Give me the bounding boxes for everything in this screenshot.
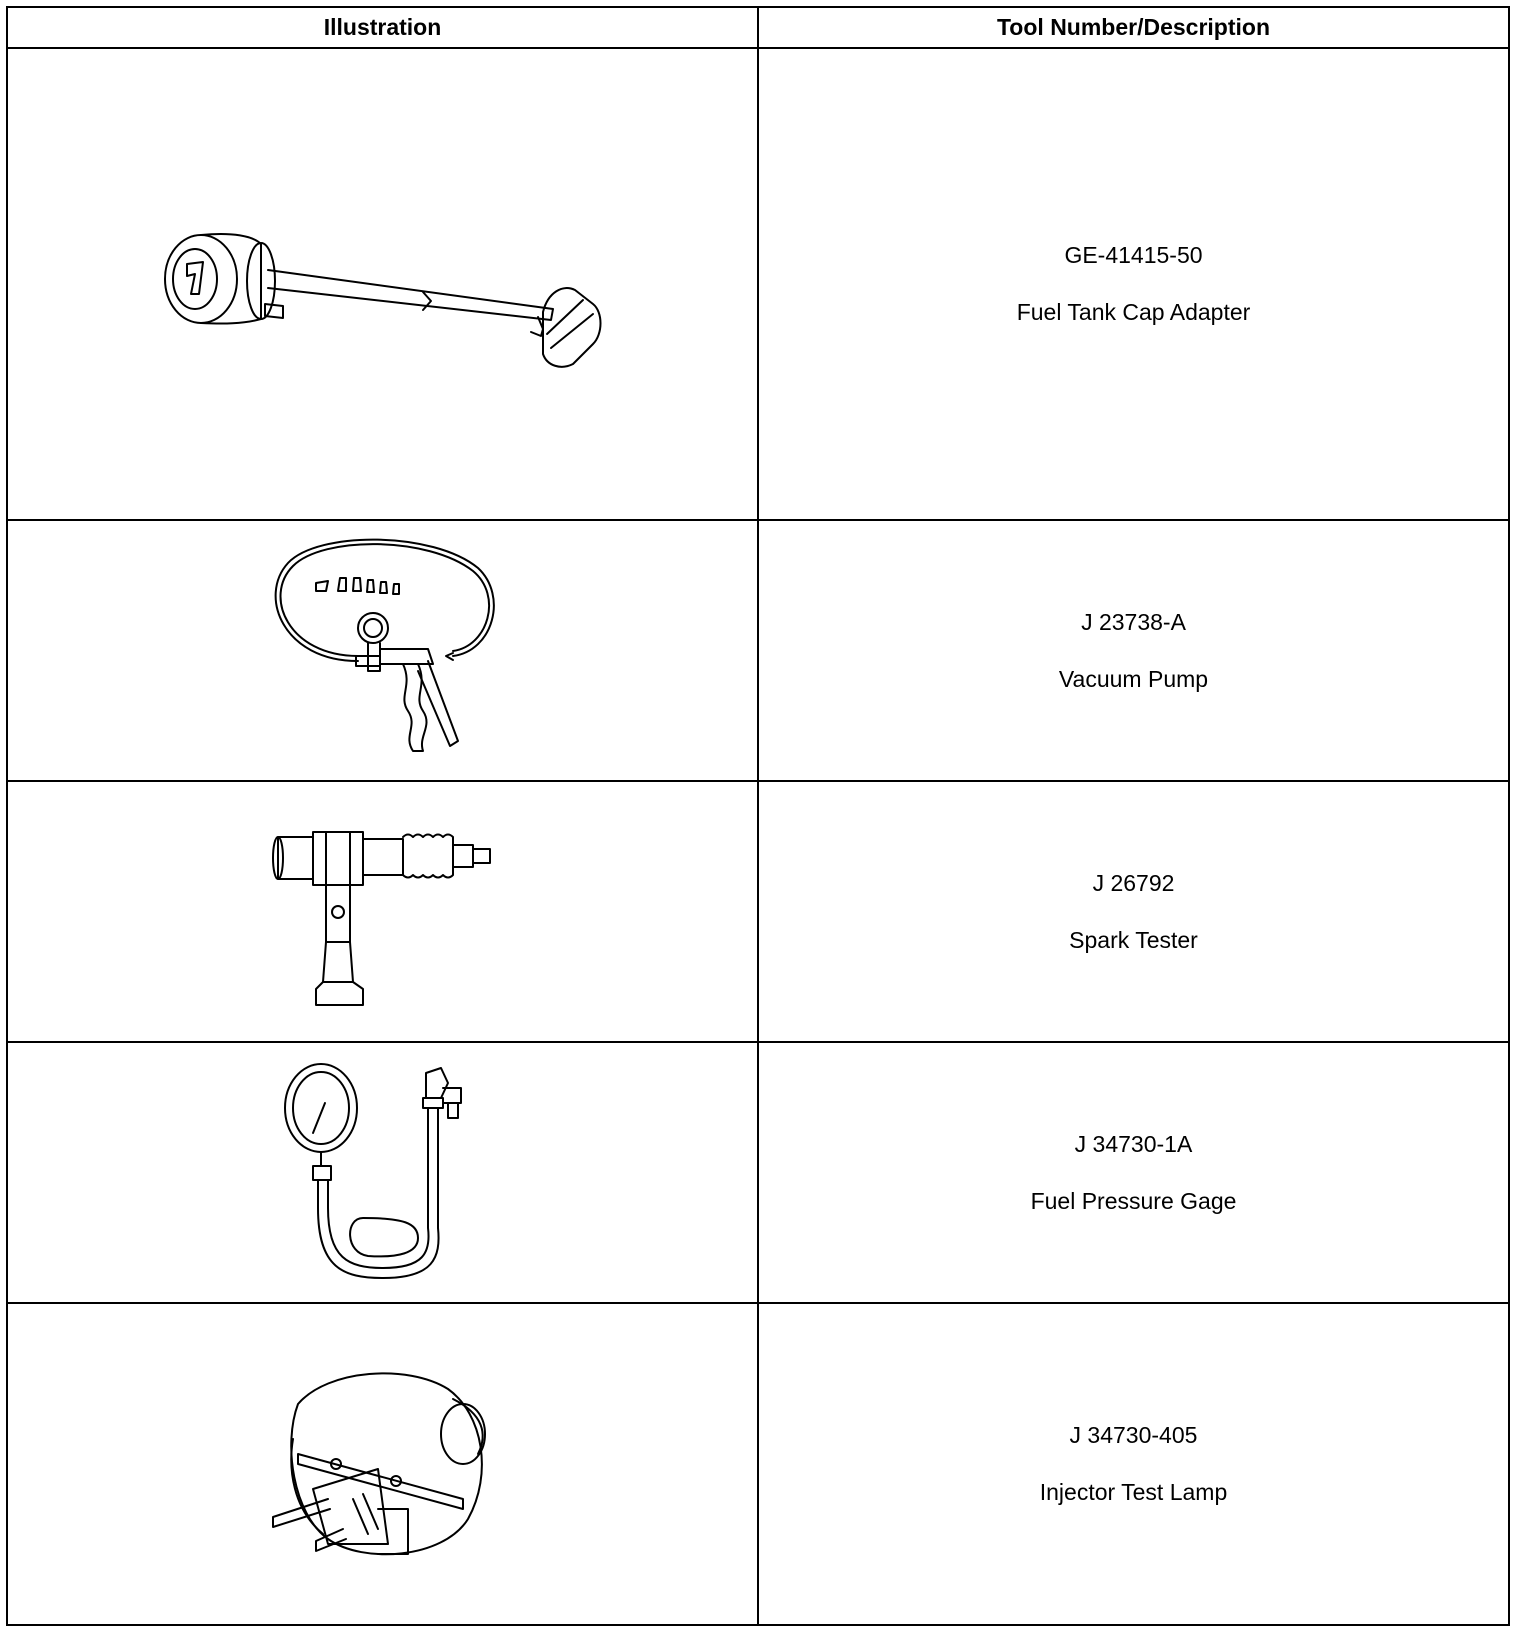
table-header-row xyxy=(7,7,1509,48)
tool-number: J 26792 xyxy=(1092,869,1175,896)
tool-description: Spark Tester xyxy=(1069,926,1198,953)
fuel-tank-cap-adapter-illustration xyxy=(143,184,623,384)
tool-number: J 34730-1A xyxy=(1074,1130,1193,1157)
tool-description: Fuel Tank Cap Adapter xyxy=(1016,299,1251,325)
table-row xyxy=(7,1042,1509,1303)
table-row xyxy=(7,1303,1509,1625)
illustration-cell xyxy=(7,520,758,781)
illustration-cell xyxy=(7,781,758,1042)
illustration-column-header: Illustration xyxy=(7,7,758,48)
tool-description-cell xyxy=(758,1303,1509,1625)
tool-description-cell xyxy=(758,520,1509,781)
spark-tester-illustration xyxy=(268,817,498,1007)
vacuum-pump-illustration xyxy=(268,536,498,766)
table-row xyxy=(7,520,1509,781)
table-row xyxy=(7,48,1509,520)
illustration-cell xyxy=(7,1303,758,1625)
special-tools-table xyxy=(6,6,1510,1626)
tool-description: Injector Test Lamp xyxy=(1039,1479,1228,1505)
tool-description-cell xyxy=(758,48,1509,520)
tool-column-header: Tool Number/Description xyxy=(758,7,1509,48)
illustration-cell xyxy=(7,1042,758,1303)
fuel-pressure-gage-illustration xyxy=(283,1058,483,1288)
tool-description: Fuel Pressure Gage xyxy=(1030,1187,1237,1214)
tool-description-cell xyxy=(758,781,1509,1042)
tool-description-cell xyxy=(758,1042,1509,1303)
tool-description: Vacuum Pump xyxy=(1058,665,1209,692)
table-row xyxy=(7,781,1509,1042)
tool-number: J 23738-A xyxy=(1081,608,1186,635)
tool-number: J 34730-405 xyxy=(1069,1422,1198,1448)
illustration-cell xyxy=(7,48,758,520)
injector-test-lamp-illustration xyxy=(268,1359,498,1569)
tool-number: GE-41415-50 xyxy=(1064,242,1203,268)
